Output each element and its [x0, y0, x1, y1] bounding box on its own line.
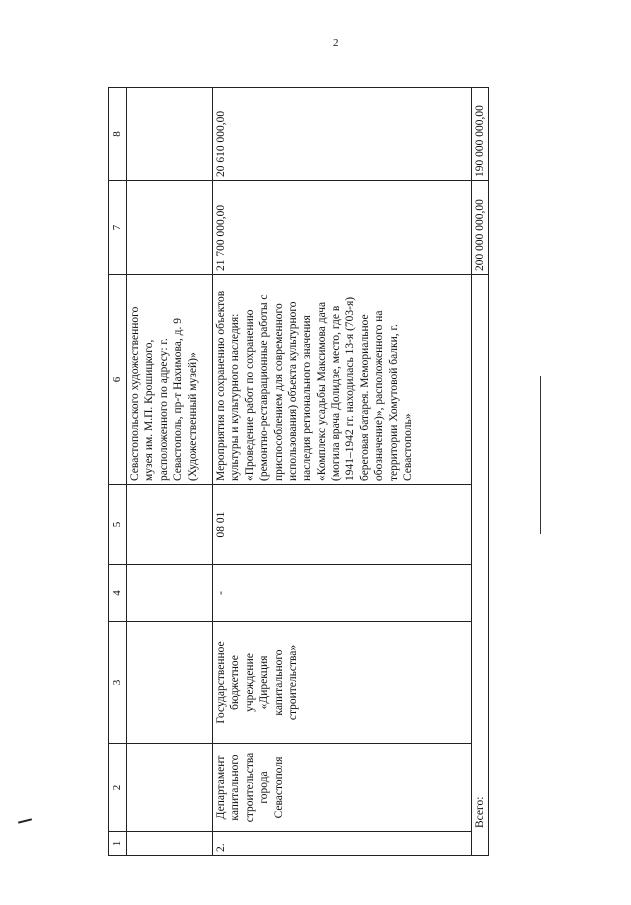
- code-cell: 08 01: [213, 485, 472, 565]
- continuation-row: [127, 88, 213, 856]
- header-col-6: 6: [109, 275, 127, 485]
- header-row: [109, 88, 127, 856]
- total-label: [471, 275, 488, 856]
- total-amount-8: 190 000 000,00: [471, 88, 488, 181]
- header-col-8: 8: [109, 88, 127, 181]
- header-col-5: 5: [109, 485, 127, 565]
- header-col-2: 2: [109, 744, 127, 832]
- page-number: 2: [333, 37, 339, 49]
- header-col-4: 4: [109, 565, 127, 622]
- pen-mark: [18, 818, 32, 823]
- amount-7-cell: 21 700 000,00: [213, 181, 472, 275]
- row-number: 2.: [213, 832, 472, 856]
- total-row: [471, 88, 488, 856]
- department-cell: Департамент капитального строительства города Севастополя: [213, 744, 472, 832]
- budget-table: [108, 87, 489, 856]
- description-cell: Мероприятия по сохранению объектов культуры и культурного наследия: «Проведение работ по сохранению (ремонтно-реставрационные работы с приспособлением для современного использования) объекта культурного наследия регионального значения «Комплекс усадьбы Максимова дача (могила врача Долидзе, место, где в 1941–1942 гг. находилась 13-я (703-я) береговая батарея. Мемориальное обозначение)», расположенного на территории Хомутовой балки, г. Севастополь»: [213, 275, 472, 485]
- total-amount-7: 200 000 000,00: [471, 181, 488, 275]
- continuation-description: Севастопольского художественного музея им. М.П. Крошицкого, расположенного по адресу: г. Севастополь, пр-т Нахимова, д. 9 (Художественный музей)»: [127, 275, 213, 485]
- header-col-3: 3: [109, 622, 127, 744]
- header-col-1: 1: [109, 832, 127, 856]
- institution-cell: Государственное бюджетное учреждение «Дирекция капитального строительства»: [213, 622, 472, 744]
- amount-8-cell: 20 610 000,00: [213, 88, 472, 181]
- total-label-text: Всего:: [473, 796, 486, 828]
- table-row-2: [213, 88, 472, 856]
- budget-table-wrapper: [108, 88, 489, 856]
- signature-line: [540, 376, 541, 534]
- col4-cell: -: [213, 565, 472, 622]
- header-col-7: 7: [109, 181, 127, 275]
